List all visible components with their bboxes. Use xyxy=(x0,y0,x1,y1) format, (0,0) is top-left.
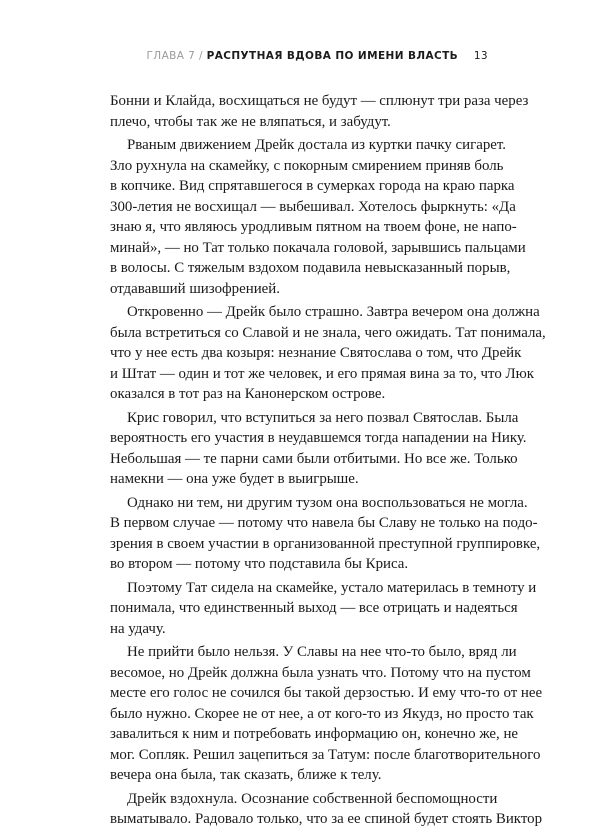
text-line: Зло рухнула на скамейку, с покорным смирением приняв боль xyxy=(110,157,504,174)
text-line: в копчике. Вид спрятавшегося в сумерках города на краю парка xyxy=(110,178,515,194)
text-line: Дрейк вздохнула. Осознание собственной беспомощности xyxy=(127,790,498,807)
text-line: Поэтому Тат сидела на скамейке, устало материлась в темноту и xyxy=(127,579,537,596)
paragraph xyxy=(110,493,541,575)
paragraph xyxy=(110,578,537,640)
text-line: была встретиться со Славой и не знала, чего ожидать. Тат понимала, xyxy=(110,324,546,341)
paragraph xyxy=(110,302,546,405)
text-line: Небольшая — те парни сами были отбитыми. Но все же. Только xyxy=(110,450,518,467)
text-line: в волосы. С тяжелым вздохом подавила невысказанный порыв, xyxy=(110,260,511,276)
text-line: вероятность его участия в неудавшемся тогда нападении на Нику. xyxy=(110,430,527,446)
text-line: что у нее есть два козыря: незнание Святослава о том, что Дрейк xyxy=(110,345,522,361)
text-line: В первом случае — потому что навела бы Славу не только на подо- xyxy=(110,515,538,531)
text-line: во втором — потому что подставила бы Криса. xyxy=(110,556,409,572)
text-line: Не прийти было нельзя. У Славы на нее что-то было, вряд ли xyxy=(127,644,517,660)
text-line: весомое, но Дрейк должна была узнать что. Потому что на пустом xyxy=(110,664,531,681)
running-header xyxy=(110,50,488,62)
text-line: плечо, чтобы так же не вляпаться, и забудут. xyxy=(110,113,391,130)
header-separator: / xyxy=(198,50,203,62)
text-line: Рваным движением Дрейк достала из куртки пачку сигарет. xyxy=(127,137,506,153)
text-line: Бонни и Клайда, восхищаться не будут — сплюнут три раза через xyxy=(110,93,529,109)
text-line: зрения в своем участии в организованной преступной группировке, xyxy=(110,535,541,552)
text-line: вечера она была, так сказать, ближе к телу. xyxy=(110,767,382,783)
text-line: минай», — но Тат только покачала головой, зарывшись пальцами xyxy=(110,239,526,256)
text-line: на удачу. xyxy=(110,620,166,637)
paragraph xyxy=(110,408,527,490)
text-line: завалиться к ним и потребовать информацию он, конечно же, не xyxy=(110,726,519,742)
text-line: намекни — она уже будет в выигрыше. xyxy=(110,471,359,487)
text-line: оказался в тот раз на Канонерском острове. xyxy=(110,386,386,402)
text-line: понимала, что единственный выход — все отрицать и надеяться xyxy=(110,600,518,616)
text-line: и Штат — один и тот же человек, и его прямая вина за то, что Люк xyxy=(110,365,534,382)
text-line: было нужно. Скорее не от нее, а от кого-то из Якудз, но просто так xyxy=(110,705,534,722)
chapter-title: РАСПУТНАЯ ВДОВА ПО ИМЕНИ ВЛАСТЬ xyxy=(206,50,459,62)
paragraph xyxy=(110,91,529,132)
text-line: месте его голос не сочился бы такой дерзостью. И ему что-то от нее xyxy=(110,685,543,701)
paragraph xyxy=(110,789,543,830)
chapter-label: ГЛАВА 7 xyxy=(146,50,196,62)
paragraph xyxy=(110,135,526,299)
text-line: выматывало. Радовало только, что за ее спиной будет стоять Виктор xyxy=(110,811,543,827)
paragraph xyxy=(110,642,543,786)
text-line: Однако ни тем, ни другим тузом она воспользоваться не могла. xyxy=(127,494,528,511)
text-line: отдававший шизофренией. xyxy=(110,280,280,297)
body-text xyxy=(110,91,546,833)
text-line: Крис говорил, что вступиться за него позвал Святослав. Была xyxy=(127,409,519,426)
text-line: Откровенно — Дрейк было страшно. Завтра вечером она должна xyxy=(127,304,540,320)
text-line: мог. Сопляк. Решил зацепиться за Татум: после благотворительного xyxy=(110,746,541,763)
text-line: 300-летия не восхищал — выбешивал. Хотелось фыркнуть: «Да xyxy=(110,198,516,215)
page-number: 13 xyxy=(473,50,488,62)
text-line: знаю я, что являюсь уродливым пятном на твоем фоне, не напо- xyxy=(110,219,517,235)
